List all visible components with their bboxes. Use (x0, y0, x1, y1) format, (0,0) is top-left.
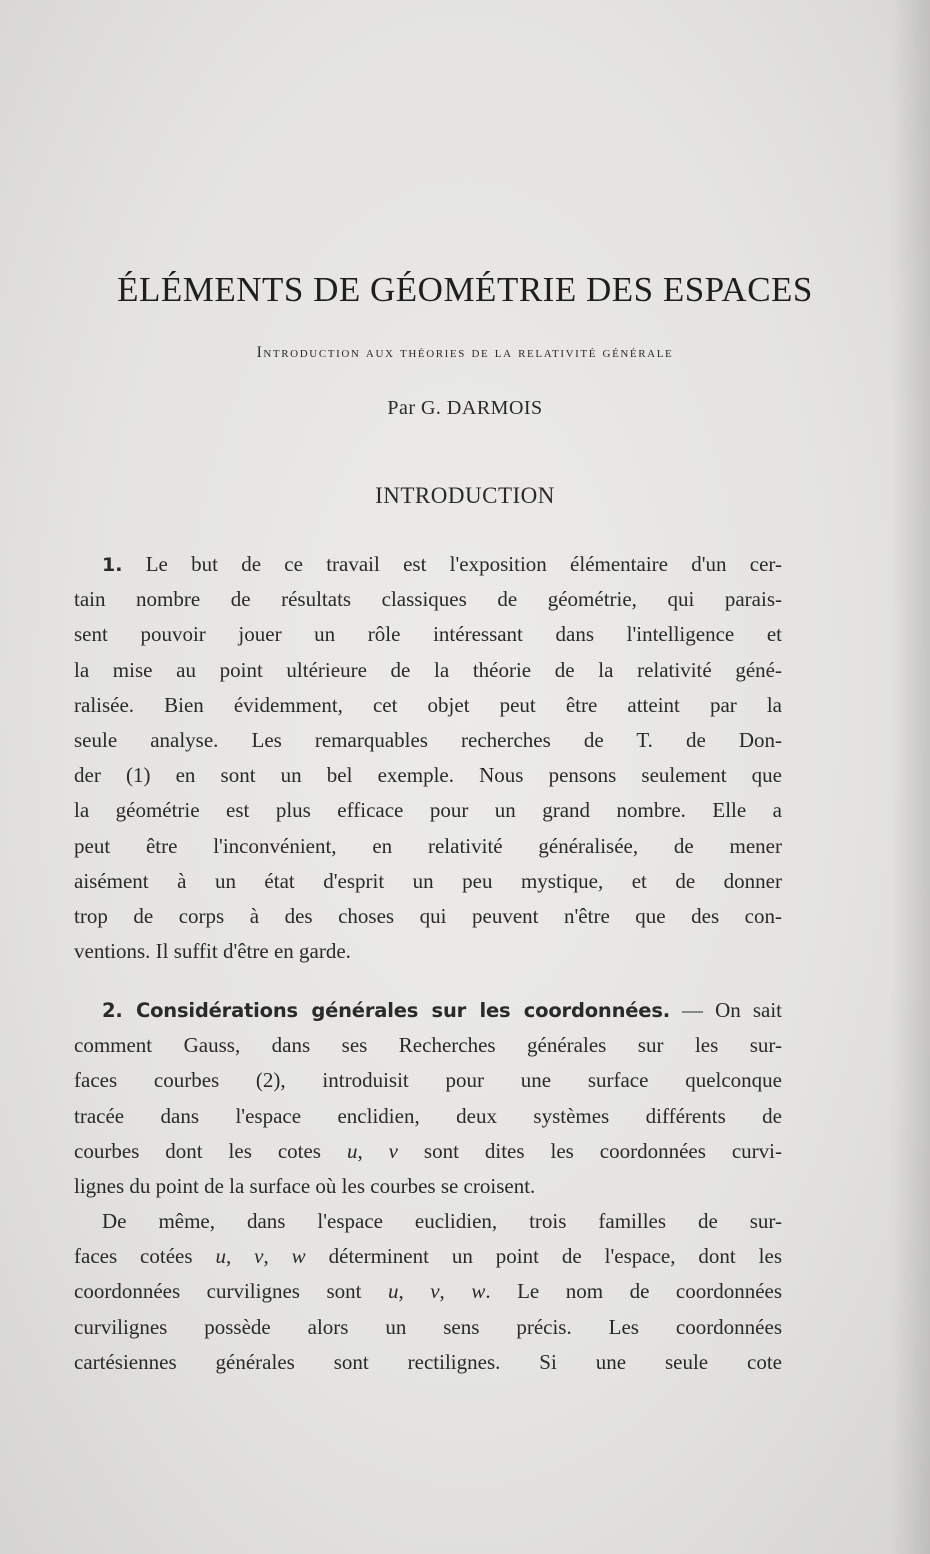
text-line: peut être l'inconvénient, en relativité généralisée, de mener (74, 833, 782, 858)
text-line: 1. Le but de ce travail est l'exposition élémentaire d'un cer- (102, 552, 782, 576)
text-line: ventions. Il suffit d'être en garde. (74, 939, 351, 964)
text-line: la géométrie est plus efficace pour un grand nombre. Elle a (74, 798, 782, 823)
author-line: Par G. DARMOIS (387, 397, 543, 419)
text-line: trop de corps à des choses qui peuvent n'être que des con- (74, 903, 782, 928)
section-heading: INTRODUCTION (375, 483, 555, 508)
text-line: curvilignes possède alors un sens précis. Les coordonnées (74, 1314, 782, 1339)
text-line: der (1) en sont un bel exemple. Nous pensons seulement que (74, 763, 782, 788)
text-line: coordonnées curvilignes sont u, v, w. Le nom de coordonnées (74, 1279, 783, 1304)
text-line: ralisée. Bien évidemment, cet objet peut être atteint par la (74, 692, 782, 717)
paragraph-1 (74, 547, 782, 969)
text-line: tain nombre de résultats classiques de géométrie, qui parais- (74, 587, 782, 612)
document-subtitle: Introduction aux théories de la relativité générale (256, 344, 674, 361)
page-edge-shadow (890, 0, 930, 1554)
text-line: tracée dans l'espace enclidien, deux systèmes différents de (74, 1103, 782, 1128)
document-title: ÉLÉMENTS DE GÉOMÉTRIE DES ESPACES (117, 270, 813, 309)
text-line: lignes du point de la surface où les courbes se croisent. (74, 1173, 536, 1198)
text-line: 2. Considérations générales sur les coordonnées. — On sait (102, 998, 783, 1022)
text-line: De même, dans l'espace euclidien, trois familles de sur- (102, 1209, 782, 1233)
text-line: aisément à un état d'esprit un peu mystique, et de donner (74, 868, 782, 893)
text-line: la mise au point ultérieure de la théorie de la relativité géné- (74, 657, 782, 682)
text-line: comment Gauss, dans ses Recherches générales sur les sur- (74, 1033, 782, 1058)
text-line: faces courbes (2), introduisit pour une surface quelconque (74, 1068, 782, 1093)
text-line: courbes dont les cotes u, v sont dites les coordonnées curvi- (74, 1138, 782, 1163)
text-line: faces cotées u, v, w déterminent un point de l'espace, dont les (74, 1244, 782, 1269)
text-line: sent pouvoir jouer un rôle intéressant dans l'intelligence et (74, 622, 782, 647)
text-line: seule analyse. Les remarquables recherches de T. de Don- (74, 727, 782, 752)
paragraph-2 (74, 993, 782, 1204)
paragraph-3 (74, 1204, 782, 1380)
text-line: cartésiennes générales sont rectilignes. Si une seule cote (74, 1349, 782, 1374)
